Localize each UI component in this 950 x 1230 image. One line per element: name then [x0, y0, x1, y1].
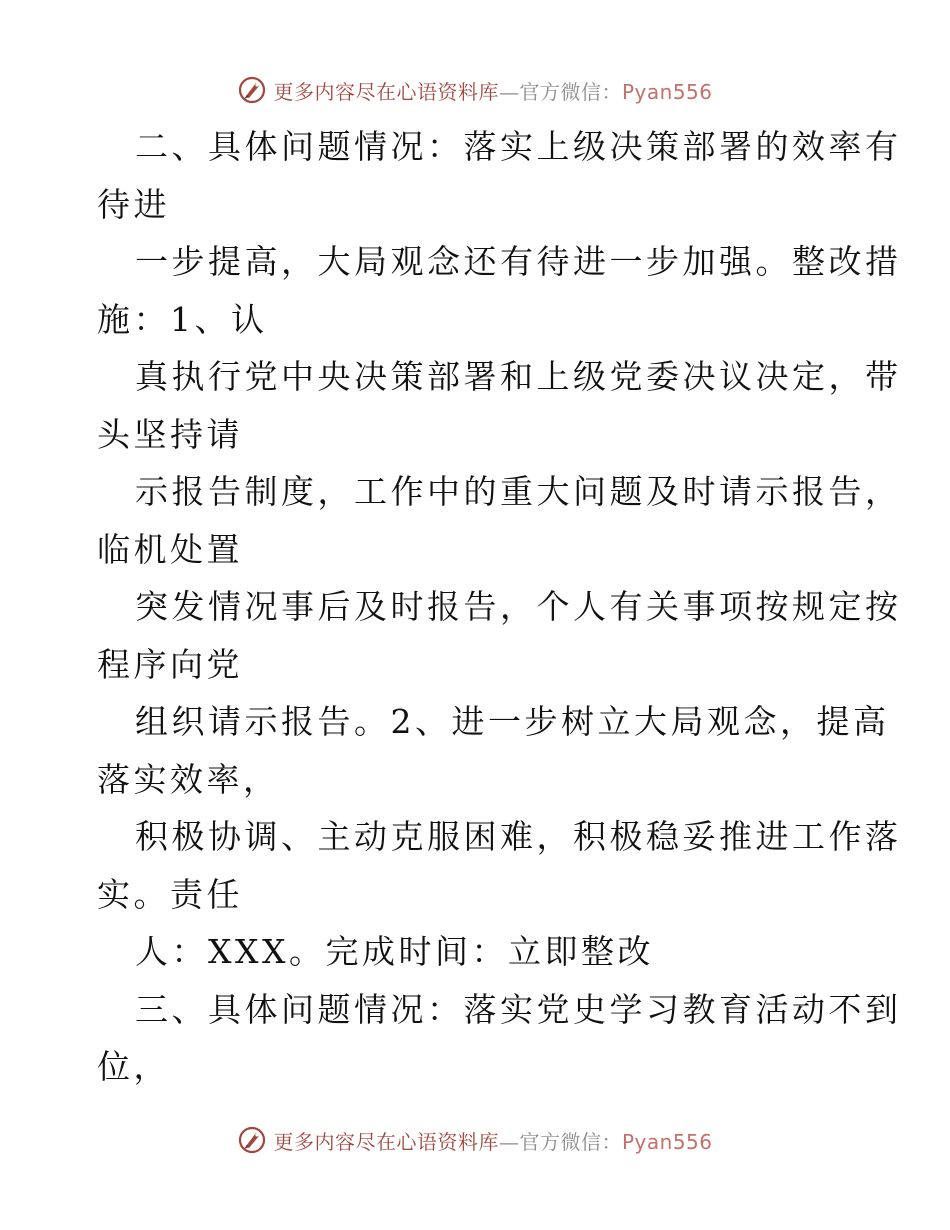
- paragraph: [97, 348, 902, 463]
- paragraph-tail: 落实效率，: [97, 759, 280, 799]
- paragraph-tail: 头坚持请: [97, 414, 243, 454]
- paragraph-tail: 施：1、认: [97, 299, 268, 339]
- paragraph-lead: 一步提高，大局观念还有待进一步加强。整改措: [135, 242, 902, 281]
- paragraph-tail: 临机处置: [97, 529, 243, 569]
- footer-banner-wechat-label: 官方微信：: [519, 1129, 622, 1154]
- paragraph: [97, 693, 890, 808]
- footer-watermark-banner: [0, 1120, 950, 1160]
- paragraph-lead: 人：XXX。完成时间：立即整改: [135, 932, 654, 971]
- paragraph: [97, 981, 902, 1096]
- header-banner-dash: —: [498, 79, 520, 104]
- paragraph-lead: 突发情况事后及时报告，个人有关事项按规定按: [135, 587, 902, 626]
- paragraph: [97, 923, 857, 981]
- paragraph-lead: 组织请示报告。2、进一步树立大局观念，提高: [135, 702, 890, 741]
- paragraph: [97, 463, 902, 578]
- pen-nib-logo-icon: [237, 1125, 267, 1155]
- paragraph-lead: 三、具体问题情况：落实党史学习教育活动不到: [135, 989, 902, 1029]
- header-watermark-banner: [0, 70, 950, 110]
- pen-nib-logo-icon: [237, 75, 267, 105]
- paragraph: [97, 578, 902, 693]
- paragraph-tail: 待进: [97, 184, 170, 224]
- paragraph-tail: 程序向党: [97, 644, 243, 684]
- footer-banner-dash: —: [498, 1129, 520, 1154]
- header-banner-main: 更多内容尽在心语资料库: [273, 79, 499, 104]
- header-banner-wechat-id: Pyan556: [621, 79, 713, 104]
- header-banner-text: [273, 76, 712, 105]
- paragraph: [97, 233, 902, 348]
- paragraph-lead: 真执行党中央决策部署和上级党委决议决定，带: [135, 357, 902, 396]
- header-banner-wechat-label: 官方微信：: [519, 79, 622, 104]
- paragraph-tail: 实。责任: [97, 874, 243, 914]
- footer-banner-main: 更多内容尽在心语资料库: [273, 1129, 499, 1154]
- paragraph: [97, 808, 902, 923]
- paragraph-lead: 积极协调、主动克服困难，积极稳妥推进工作落: [135, 817, 902, 856]
- footer-banner-text: [273, 1126, 712, 1155]
- footer-banner-wechat-id: Pyan556: [621, 1129, 713, 1154]
- paragraph-tail: 位，: [97, 1047, 170, 1086]
- paragraph-lead: 二、具体问题情况：落实上级决策部署的效率有: [135, 127, 902, 166]
- paragraph: [97, 118, 902, 233]
- document-body: [97, 118, 902, 1096]
- paragraph-lead: 示报告制度，工作中的重大问题及时请示报告，: [135, 472, 902, 511]
